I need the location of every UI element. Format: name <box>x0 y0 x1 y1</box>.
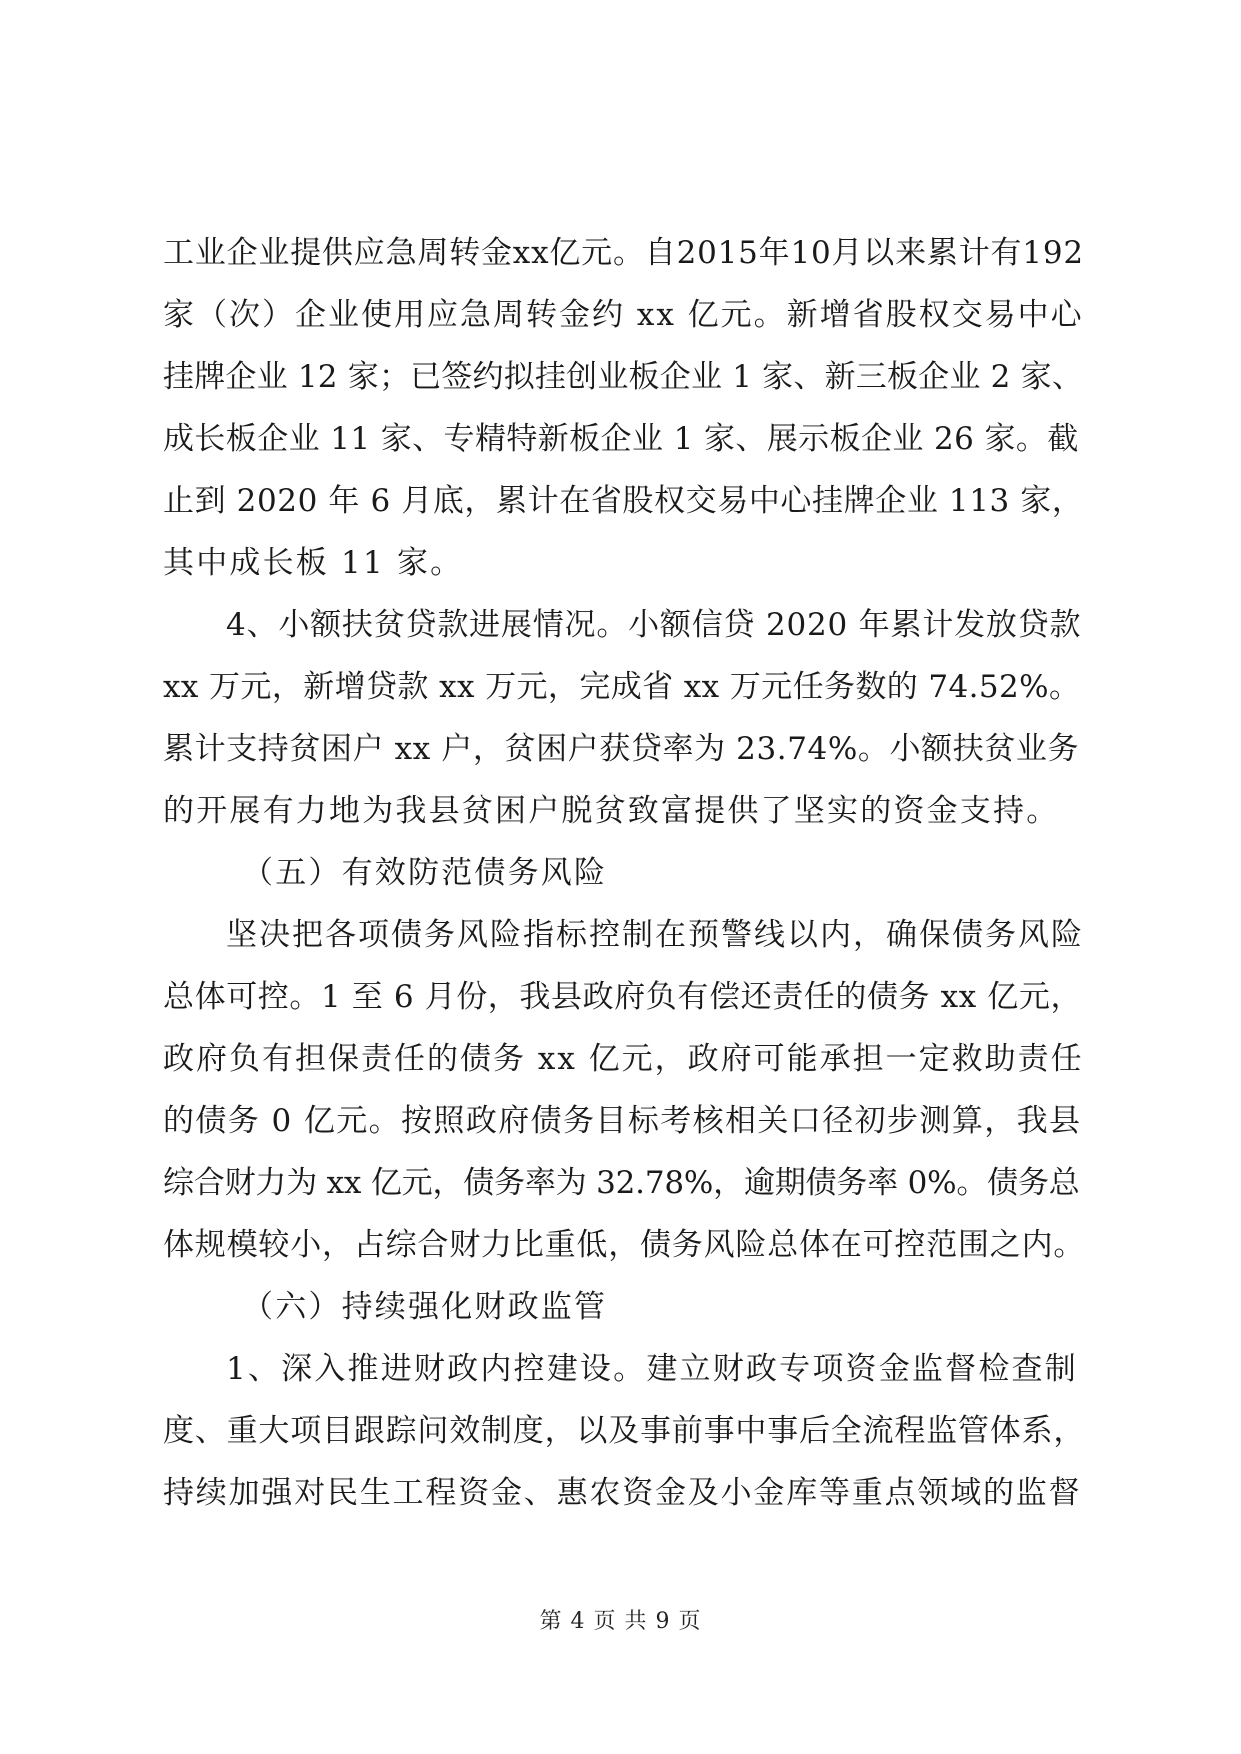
text-line: 政府负有担保责任的债务 xx 亿元，政府可能承担一定救助责任 <box>163 1041 1084 1077</box>
section-heading-6: （六）持续强化财政监管 <box>242 1289 608 1325</box>
text-line: 的开展有力地为我县贫困户脱贫致富提供了坚实的资金支持。 <box>163 793 1060 829</box>
text-line: 综合财力为 xx 亿元，债务率为 32.78%，逾期债务率 0%。债务总 <box>163 1165 1080 1201</box>
text-line: 成长板企业 11 家、专精特新板企业 1 家、展示板企业 26 家。截 <box>163 421 1079 457</box>
text-line: 的债务 0 亿元。按照政府债务目标考核相关口径初步测算，我县 <box>163 1103 1082 1139</box>
text-line: 坚决把各项债务风险指标控制在预警线以内，确保债务风险 <box>226 917 1084 953</box>
text-line: 工业企业提供应急周转金xx亿元。自2015年10月以来累计有192 <box>163 235 1084 271</box>
text-line: 累计支持贫困户 xx 户，贫困户获贷率为 23.74%。小额扶贫业务 <box>163 731 1080 767</box>
text-line: 持续加强对民生工程资金、惠农资金及小金库等重点领域的监督 <box>163 1475 1082 1511</box>
text-line: 4、小额扶贫贷款进展情况。小额信贷 2020 年累计发放贷款 <box>226 607 1082 643</box>
text-line: 其中成长板 11 家。 <box>163 545 464 581</box>
text-line: 总体可控。1 至 6 月份，我县政府负有偿还责任的债务 xx 亿元， <box>163 979 1083 1015</box>
section-heading-5: （五）有效防范债务风险 <box>242 855 608 891</box>
text-line: 度、重大项目跟踪问效制度，以及事前事中事后全流程监管体系， <box>163 1413 1086 1449</box>
text-line: 挂牌企业 12 家；已签约拟挂创业板企业 1 家、新三板企业 2 家、 <box>163 359 1084 395</box>
page-footer: 第 4 页 共 9 页 <box>539 1609 702 1634</box>
text-line: 止到 2020 年 6 月底，累计在省股权交易中心挂牌企业 113 家， <box>163 483 1084 519</box>
text-line: 体规模较小，占综合财力比重低，债务风险总体在可控范围之内。 <box>163 1227 1086 1263</box>
text-line: 1、深入推进财政内控建设。建立财政专项资金监督检查制 <box>226 1351 1078 1387</box>
text-line: xx 万元，新增贷款 xx 万元，完成省 xx 万元任务数的 74.52%。 <box>163 669 1081 705</box>
text-line: 家（次）企业使用应急周转金约 xx 亿元。新增省股权交易中心 <box>163 297 1084 333</box>
